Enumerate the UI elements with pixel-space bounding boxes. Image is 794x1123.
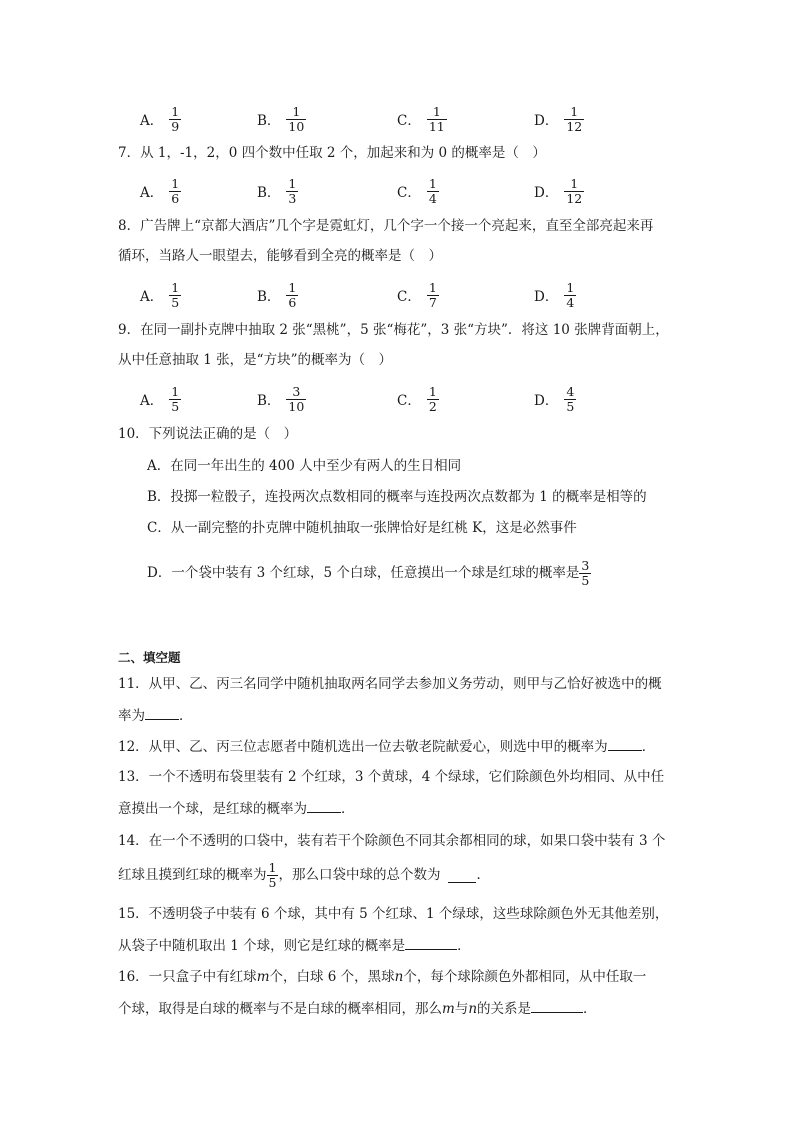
- fraction: $\frac{3}{5}$: [581, 557, 590, 588]
- fraction: $\frac{1}{9}$: [171, 103, 180, 134]
- q8-options: [140, 278, 700, 312]
- q10-option-b: B．投掷一粒骰子，连投两次点数相同的概率与连投两次点数都为 1 的概率是相等的: [147, 489, 647, 505]
- answer-blank[interactable]: [608, 736, 642, 751]
- q8-option-b: B． $\frac{1}{6}$: [257, 279, 297, 310]
- answer-blank[interactable]: [531, 998, 583, 1013]
- q7-option-d: D． $\frac{1}{12}$: [534, 175, 583, 206]
- q6-option-d: D． $\frac{1}{12}$: [534, 103, 583, 134]
- fraction: $\frac{1}{3}$: [288, 175, 297, 206]
- section-title: 二、填空题: [118, 650, 181, 665]
- q6-option-b: B． $\frac{1}{10}$: [257, 103, 305, 134]
- q8-option-a: A． $\frac{1}{5}$: [140, 279, 180, 310]
- fraction: $\frac{1}{4}$: [428, 175, 437, 206]
- q11-text-line2: 率为 ．: [118, 705, 193, 726]
- q8-text-line2: 循环，当路人一眼望去，能够看到全亮的概率是（ ）: [118, 248, 442, 264]
- q7-options: [140, 174, 700, 208]
- q11-text-line1: 11．从甲、乙、丙三名同学中随机抽取两名同学去参加义务劳动，则甲与乙恰好被选中的概: [118, 676, 662, 692]
- q9-text-line1: 9．在同一副扑克牌中抽取 2 张“黑桃”，5 张“梅花”，3 张“方块”．将这 10 张牌背面朝上，: [118, 322, 669, 338]
- fraction: $\frac{3}{10}$: [288, 383, 305, 414]
- fraction: $\frac{1}{11}$: [428, 103, 445, 134]
- q6-option-a: A． $\frac{1}{9}$: [140, 103, 180, 134]
- q10-option-d: D．一个袋中装有 3 个红球，5 个白球，任意摸出一个球是红球的概率是 $\frac{3}{5}$: [147, 557, 590, 588]
- q9-text-line2: 从中任意抽取 1 张，是“方块”的概率为（ ）: [118, 352, 392, 368]
- q9-option-a: A． $\frac{1}{5}$: [140, 383, 180, 414]
- q7-option-b: B． $\frac{1}{3}$: [257, 175, 297, 206]
- answer-blank[interactable]: [307, 798, 341, 813]
- fraction: $\frac{1}{10}$: [288, 103, 305, 134]
- fraction: $\frac{1}{7}$: [428, 279, 437, 310]
- q13-text-line1: 13．一个不透明布袋里装有 2 个红球，3 个黄球，4 个绿球，它们除颜色外均相同、从中任: [118, 769, 665, 785]
- q8-option-d: D． $\frac{1}{4}$: [534, 279, 575, 310]
- q16-text-line2: 个球，取得是白球的概率与不是白球的概率相同，那么m与n的关系是 ．: [118, 998, 597, 1019]
- q6-option-c: C． $\frac{1}{11}$: [397, 103, 445, 134]
- q7-option-a: A． $\frac{1}{6}$: [140, 175, 180, 206]
- q15-text-line2: 从袋子中随机取出 1 个球，则它是红球的概率是 ．: [118, 935, 471, 956]
- q9-option-d: D． $\frac{4}{5}$: [534, 383, 575, 414]
- q10-option-a: A．在同一年出生的 400 人中至少有两人的生日相同: [147, 458, 462, 474]
- q7-text: 7．从 1，-1，2，0 四个数中任取 2 个，加起来和为 0 的概率是（ ）: [118, 145, 546, 161]
- fraction: $\frac{1}{4}$: [566, 279, 575, 310]
- q14-text-line1: 14．在一个不透明的口袋中，装有若干个除颜色不同其余都相同的球，如果口袋中装有 3 个: [118, 833, 666, 849]
- q7-option-c: C． $\frac{1}{4}$: [397, 175, 437, 206]
- answer-blank[interactable]: [145, 705, 179, 720]
- q12-text: 12．从甲、乙、丙三位志愿者中随机选出一位去敬老院献爱心，则选中甲的概率为 ．: [118, 736, 655, 757]
- q16-text-line1: 16．一只盒子中有红球m个，白球 6 个，黑球n个，每个球除颜色外都相同，从中任取一: [118, 969, 647, 985]
- fraction: $\frac{4}{5}$: [566, 383, 575, 414]
- q8-text-line1: 8．广告牌上“京都大酒店”几个字是霓虹灯，几个字一个接一个亮起来，直至全部亮起来再: [118, 218, 654, 234]
- fraction: $\frac{1}{12}$: [566, 103, 583, 134]
- fraction: $\frac{1}{12}$: [566, 175, 583, 206]
- q10-option-c: C．从一副完整的扑克牌中随机抽取一张牌恰好是红桃 K，这是必然事件: [147, 520, 577, 536]
- answer-blank[interactable]: [448, 868, 476, 883]
- q13-text-line2: 意摸出一个球，是红球的概率为 ．: [118, 798, 355, 819]
- fraction: $\frac{1}{6}$: [288, 279, 297, 310]
- answer-blank[interactable]: [405, 935, 457, 950]
- fraction: $\frac{1}{2}$: [428, 383, 437, 414]
- q9-options: [140, 382, 700, 416]
- fraction: $\frac{1}{5}$: [171, 383, 180, 414]
- q14-text-line2: 红球且摸到红球的概率为 $\frac{1}{5}$ ，那么口袋中球的总个数为 ．: [118, 859, 490, 890]
- fraction: $\frac{1}{6}$: [171, 175, 180, 206]
- q9-option-b: B． $\frac{3}{10}$: [257, 383, 305, 414]
- q10-text: 10．下列说法正确的是（ ）: [118, 426, 298, 442]
- q8-option-c: C． $\frac{1}{7}$: [397, 279, 437, 310]
- q9-option-c: C． $\frac{1}{2}$: [397, 383, 437, 414]
- fraction: $\frac{1}{5}$: [268, 859, 277, 890]
- fraction: $\frac{1}{5}$: [171, 279, 180, 310]
- q15-text-line1: 15．不透明袋子中装有 6 个球，其中有 5 个红球、1 个绿球，这些球除颜色外无其他差别，: [118, 906, 669, 922]
- q6-options: [140, 102, 700, 136]
